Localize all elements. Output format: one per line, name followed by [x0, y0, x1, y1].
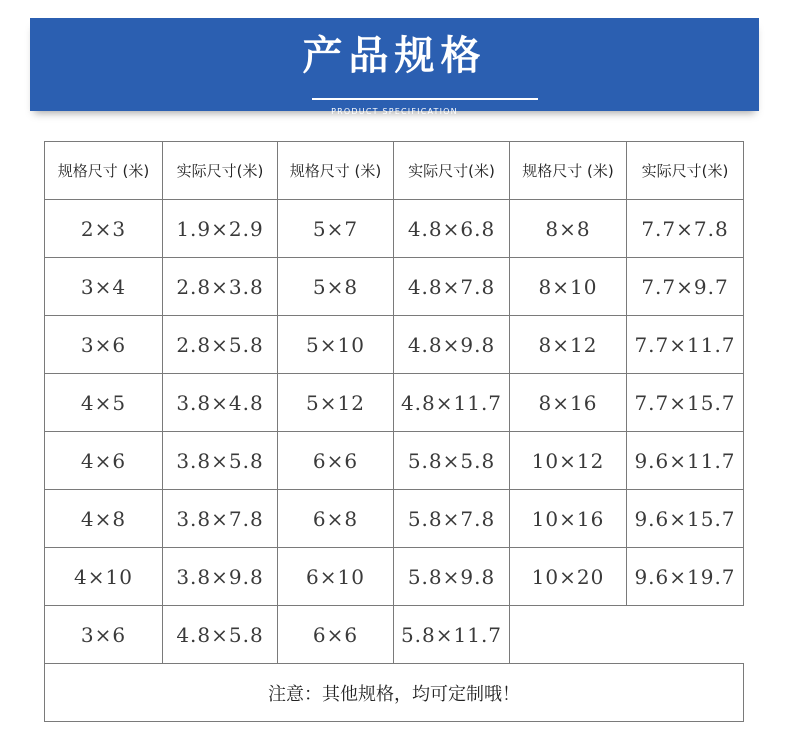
table-header-row: [45, 142, 744, 200]
header-cell: 实际尺寸(米): [394, 142, 510, 200]
table-cell: 6×6: [278, 432, 394, 490]
table-cell: 2×3: [45, 200, 163, 258]
table-cell: 5.8×9.8: [394, 548, 510, 606]
table-cell: 2.8×3.8: [163, 258, 278, 316]
table-note-row: [45, 664, 744, 722]
table-cell: 4.8×6.8: [394, 200, 510, 258]
table-cell: 6×10: [278, 548, 394, 606]
table-cell: 3×6: [45, 606, 163, 664]
table-row: [45, 316, 744, 374]
table-cell: 1.9×2.9: [163, 200, 278, 258]
table-cell: 5×12: [278, 374, 394, 432]
table-cell: 3.8×5.8: [163, 432, 278, 490]
header-cell: 规格尺寸 (米): [278, 142, 394, 200]
table-cell: 3×4: [45, 258, 163, 316]
table-cell: 10×12: [510, 432, 627, 490]
header-cell: 规格尺寸 (米): [510, 142, 627, 200]
table-cell: 8×12: [510, 316, 627, 374]
table-cell: 5×8: [278, 258, 394, 316]
header-cell: 规格尺寸 (米): [45, 142, 163, 200]
table-cell: 4.8×7.8: [394, 258, 510, 316]
table-cell: 6×6: [278, 606, 394, 664]
table-cell: 9.6×11.7: [627, 432, 744, 490]
custom-size-note: 注意：其他规格，均可定制哦！: [45, 664, 744, 722]
table-cell: 5.8×11.7: [394, 606, 510, 664]
table-cell: 7.7×9.7: [627, 258, 744, 316]
table-cell: 8×10: [510, 258, 627, 316]
table-cell: 4.8×5.8: [163, 606, 278, 664]
table-cell: 5×7: [278, 200, 394, 258]
spec-table: [44, 141, 744, 722]
table-cell: 4×5: [45, 374, 163, 432]
table-cell: 3.8×9.8: [163, 548, 278, 606]
table-cell: 6×8: [278, 490, 394, 548]
table-cell: 10×20: [510, 548, 627, 606]
table-row: [45, 490, 744, 548]
table-cell: 3.8×7.8: [163, 490, 278, 548]
table-cell: 2.8×5.8: [163, 316, 278, 374]
table-cell: 7.7×11.7: [627, 316, 744, 374]
table-cell: 4.8×11.7: [394, 374, 510, 432]
table-row: [45, 606, 744, 664]
table-cell: 3.8×4.8: [163, 374, 278, 432]
table-cell: 4×8: [45, 490, 163, 548]
table-cell: 5×10: [278, 316, 394, 374]
table-cell: 7.7×15.7: [627, 374, 744, 432]
table-row: [45, 432, 744, 490]
table-cell: 4.8×9.8: [394, 316, 510, 374]
table-cell: 10×16: [510, 490, 627, 548]
header-cell: 实际尺寸(米): [627, 142, 744, 200]
page-subtitle: PRODUCT SPECIFICATION: [331, 107, 458, 116]
table-cell: 5.8×7.8: [394, 490, 510, 548]
table-cell: 9.6×19.7: [627, 548, 744, 606]
table-row: [45, 548, 744, 606]
table-cell: 4×6: [45, 432, 163, 490]
table-cell: 3×6: [45, 316, 163, 374]
table-cell: 7.7×7.8: [627, 200, 744, 258]
table-cell: 5.8×5.8: [394, 432, 510, 490]
title-underline: [312, 98, 538, 100]
table-row: [45, 200, 744, 258]
page-title: 产品规格: [302, 33, 487, 79]
table-cell: 8×16: [510, 374, 627, 432]
table-cell: 4×10: [45, 548, 163, 606]
empty-cell: [510, 606, 744, 664]
header-cell: 实际尺寸(米): [163, 142, 278, 200]
table-row: [45, 374, 744, 432]
table-cell: 9.6×15.7: [627, 490, 744, 548]
table-row: [45, 258, 744, 316]
header-banner: [30, 18, 759, 116]
table-cell: 8×8: [510, 200, 627, 258]
